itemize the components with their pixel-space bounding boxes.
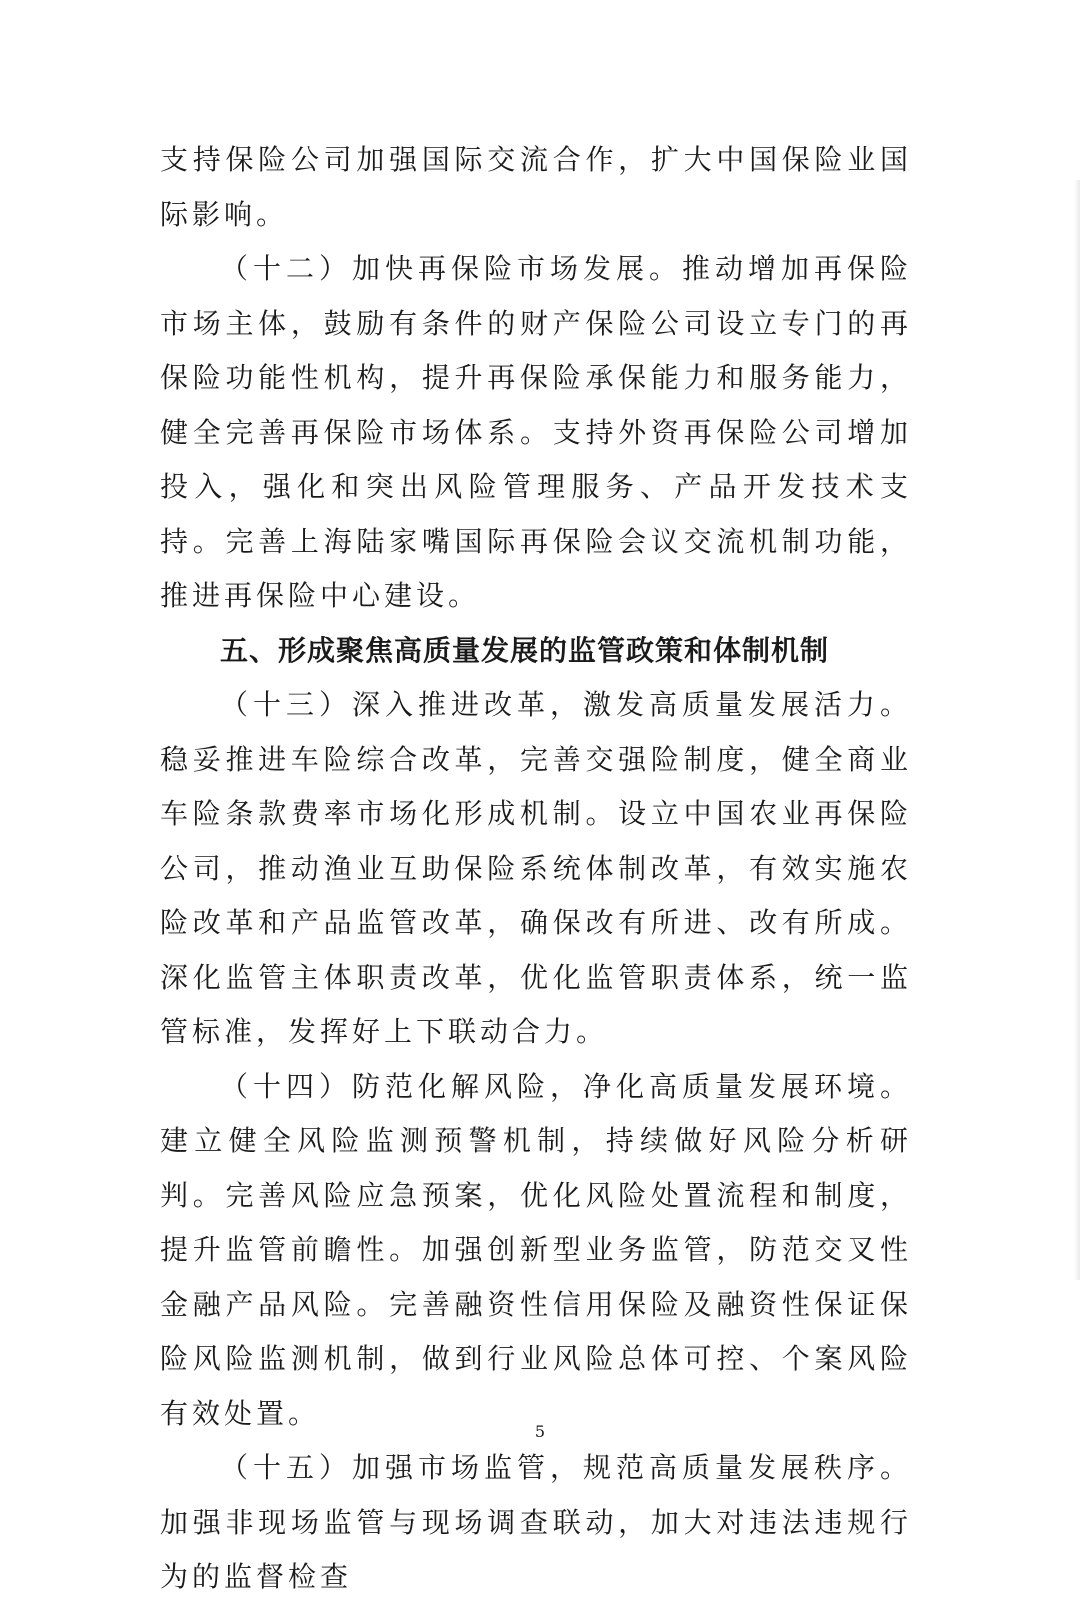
paragraph-section-13: （十三）深入推进改革，激发高质量发展活力。稳妥推进车险综合改革，完善交强险制度，健全商业车险条款费率市场化形成机制。设立中国农业再保险公司，推动渔业互助保险系统体制改革，有效实施农险改革和产品监管改革，确保改有所进、改有所成。深化监管主体职责改革，优化监管职责体系，统一监管标准，发挥好上下联动合力。 (160, 688, 912, 1048)
document-body (160, 133, 912, 1605)
paragraph-continuation: 支持保险公司加强国际交流合作，扩大中国保险业国际影响。 (160, 143, 912, 231)
page-number: 5 (534, 1422, 546, 1441)
paragraph-section-14: （十四）防范化解风险，净化高质量发展环境。建立健全风险监测预警机制，持续做好风险分析研判。完善风险应急预案，优化风险处置流程和制度，提升监管前瞻性。加强创新型业务监管，防范交叉性金融产品风险。完善融资性信用保险及融资性保证保险风险监测机制，做到行业风险总体可控、个案风险有效处置。 (160, 1069, 912, 1430)
paragraph-section-15: （十五）加强市场监管，规范高质量发展秩序。加强非现场监管与现场调查联动，加大对违法违规行为的监督检查 (160, 1451, 912, 1593)
page-edge-shadow (1074, 180, 1080, 1280)
section-heading-5: 五、形成聚焦高质量发展的监管政策和体制机制 (220, 633, 830, 667)
paragraph-section-12: （十二）加快再保险市场发展。推动增加再保险市场主体，鼓励有条件的财产保险公司设立专门的再保险功能性机构，提升再保险承保能力和服务能力，健全完善再保险市场体系。支持外资再保险公司增加投入，强化和突出风险管理服务、产品开发技术支持。完善上海陆家嘴国际再保险会议交流机制功能，推进再保险中心建设。 (160, 252, 912, 612)
